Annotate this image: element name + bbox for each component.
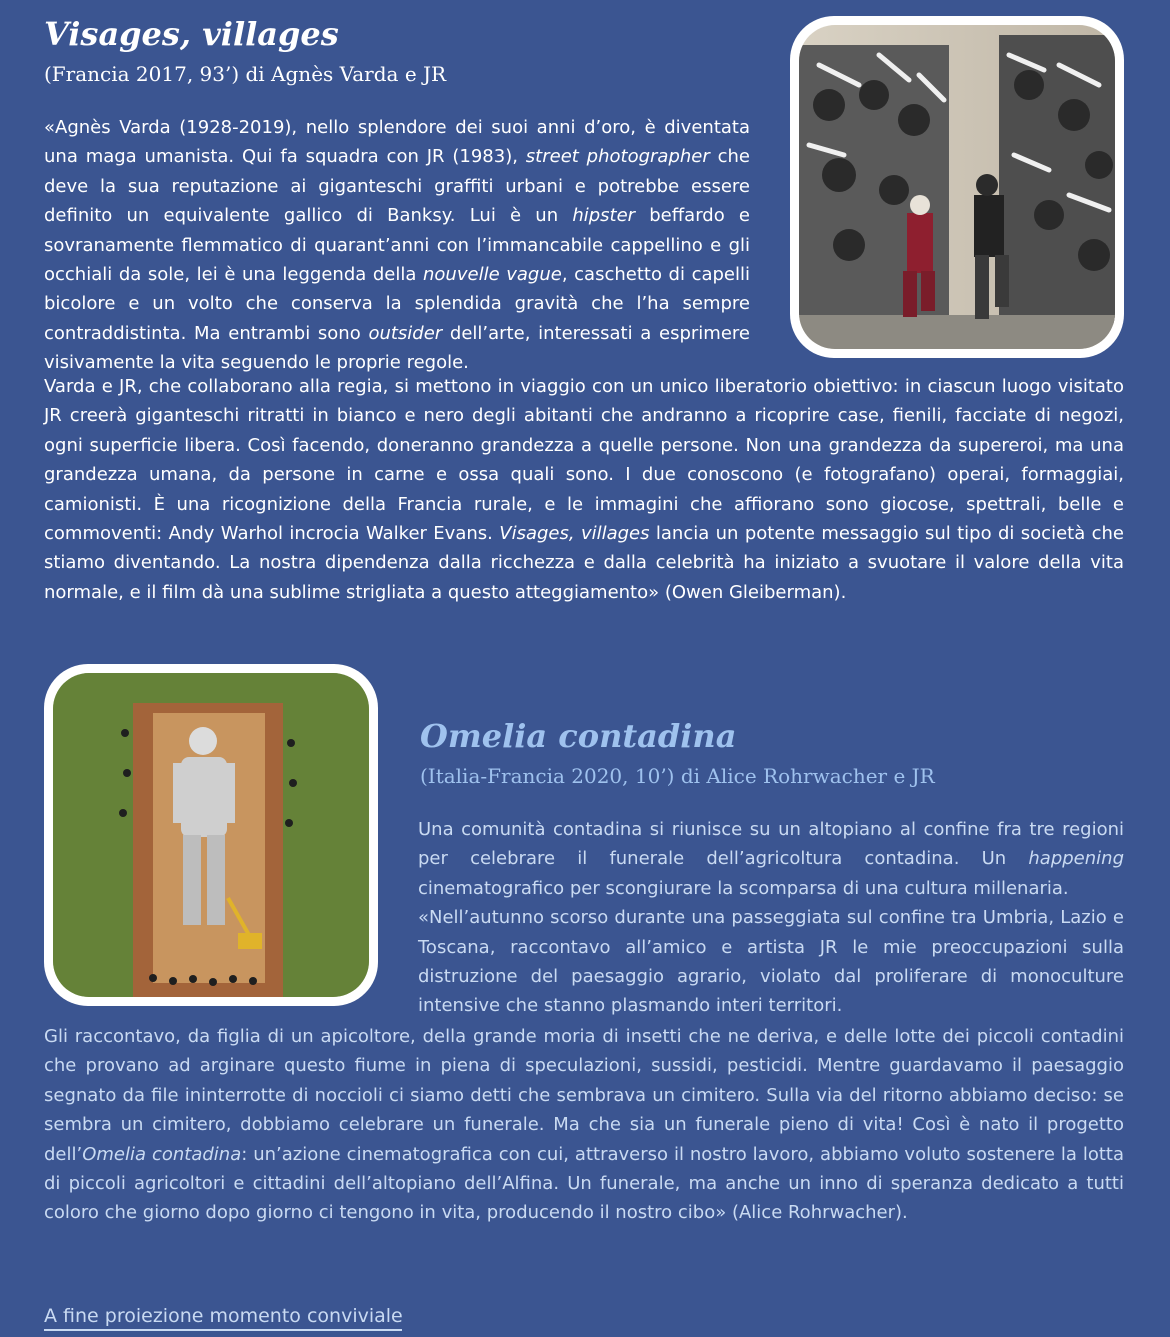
text-segment: Una comunità contadina si riunisce su un altopiano al confine fra tre regioni per celebrare il funerale dell’agricoltura contadina. Un <box>418 819 1124 870</box>
italic-text: nouvelle vague <box>423 264 562 286</box>
text-segment: : un’azione cinematografica con cui, attraverso il nostro lavoro, abbiamo voluto sostenere la lotta di piccoli agricoltori e cittadini dell’altopiano dell’Alfina. Un funerale, ma anche un inno di speranza dedicato a tutti coloro che giorno dopo giorno ci tengono in vita, producendo il nostro cibo» (Alice Rohrwacher). <box>44 1143 1124 1224</box>
italic-text: Visages, villages <box>499 523 650 545</box>
text-segment: , caschetto di capelli bicolore e un volto che conserva la splendida gravità che l’ha sempre contraddistinta. Ma entrambi sono <box>44 264 751 344</box>
film1-paragraph-1 <box>44 113 750 378</box>
text-segment: dell’arte, interessati a esprimere visivamente la vita seguendo le proprie regole. <box>44 322 750 374</box>
film1-title: Visages, villages <box>44 15 339 53</box>
text-segment: «Agnès Varda (1928-2019), nello splendore dei suoi anni d’oro, è diventata una maga umanista. Qui fa squadra con JR (1983), <box>44 117 750 168</box>
footer-note: A fine proiezione momento conviviale <box>44 1305 403 1327</box>
footer-underline <box>44 1329 402 1331</box>
film2-title: Omelia contadina <box>420 717 737 755</box>
italic-text: happening <box>1028 848 1124 870</box>
text-segment: che deve la sua reputazione ai giganteschi graffiti urbani e potrebbe essere definito un equivalente gallico di Banksy. Lui è un <box>44 146 750 227</box>
film2-intro <box>418 815 1124 1021</box>
film2-paragraph <box>44 1022 1124 1228</box>
film2-photo <box>44 664 378 1006</box>
film1-photo <box>790 16 1124 358</box>
film1-subtitle: (Francia 2017, 93’) di Agnès Varda e JR <box>44 62 447 86</box>
italic-text: outsider <box>368 322 443 344</box>
italic-text: Omelia contadina <box>82 1143 242 1165</box>
film2-subtitle: (Italia-Francia 2020, 10’) di Alice Rohrwacher e JR <box>420 764 935 788</box>
film1-paragraph-2 <box>44 372 1124 607</box>
text-segment: Varda e JR, che collaborano alla regia, si mettono in viaggio con un unico liberatorio obiettivo: in ciascun luogo visitato JR creerà giganteschi ritratti in bianco e nero degli abitanti che andranno a ricoprire case, fienili, facciate di negozi, ogni superficie libera. Così facendo, doneranno grandezza a quelle persone. Non una grandezza da supereroi, ma una grandezza umana, da persone in carne e ossa quali sono. I due conoscono (e fotografano) operai, formaggiai, camionisti. È una ricognizione della Francia rurale, e le immagini che affiorano sono giocose, spettrali, belle e commoventi: Andy Warhol incrocia Walker Evans. <box>44 376 1124 545</box>
text-segment: Gli raccontavo, da figlia di un apicoltore, della grande moria di insetti che ne deriva, e delle lotte dei piccoli contadini che provano ad arginare questo fiume in piena di speculazioni, sussidi, pesticidi. Mentre guardavamo il paesaggio segnato da file ininterrotte di noccioli ci siamo detti che sembrava un cimitero. Sulla via del ritorno abbiamo deciso: se sembra un cimitero, dobbiamo celebrare un funerale. Ma che sia un funerale pieno di vita! Così è nato il progetto dell’ <box>44 1026 1124 1165</box>
film1-photo-image <box>799 25 1115 349</box>
film2-photo-image <box>53 673 369 997</box>
text-segment: «Nell’autunno scorso durante una passeggiata sul confine tra Umbria, Lazio e Toscana, raccontavo all’amico e artista JR le mie preoccupazioni sulla distruzione del paesaggio agrario, violato dal proliferare di monoculture intensive che stanno plasmando interi territori. <box>418 907 1124 1017</box>
italic-text: street photographer <box>525 146 710 168</box>
italic-text: hipster <box>572 205 636 227</box>
text-segment: cinematografico per scongiurare la scomparsa di una cultura millenaria. <box>418 877 1069 899</box>
text-segment: lancia un potente messaggio sul tipo di società che stiamo diventando. La nostra dipendenza dalla ricchezza e dalla celebrità ha iniziato a svuotare il valore della vita normale, e il film dà una sublime strigliata a questo atteggiamento» (Owen Gleiberman). <box>44 523 1125 603</box>
text-segment: beffardo e sovranamente flemmatico di quarant’anni con l’immancabile cappellino e gli occhiali da sole, lei è una leggenda della <box>44 205 750 286</box>
